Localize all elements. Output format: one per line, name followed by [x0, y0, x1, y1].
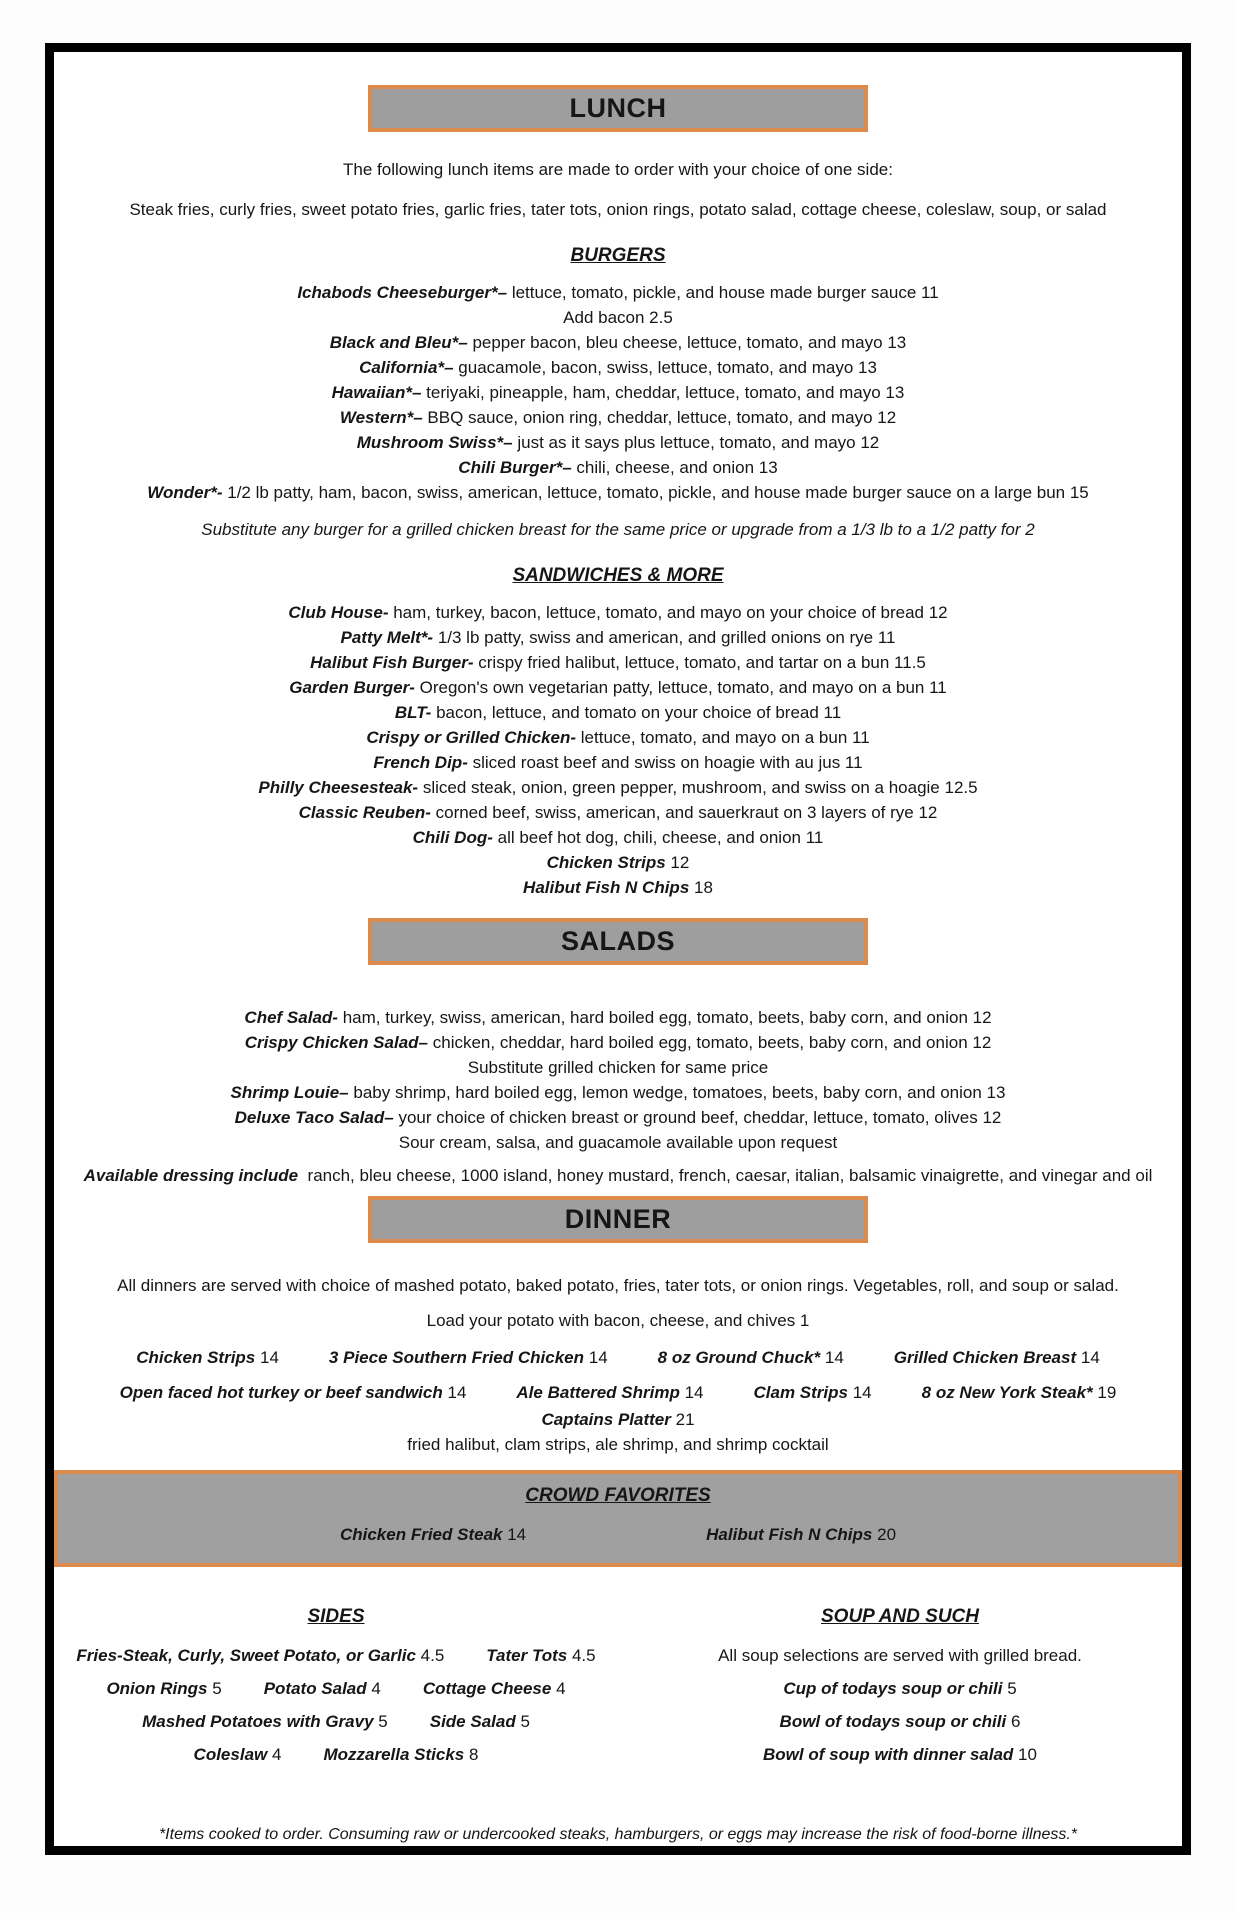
- lunch-intro-line-2: Steak fries, curly fries, sweet potato fries, garlic fries, tater tots, onion rings, potato salad, cottage cheese, coleslaw, soup, or salad: [129, 200, 1107, 219]
- dinner-item-ground-chuck: [658, 1345, 844, 1370]
- item-name: Chicken Strips: [546, 853, 666, 872]
- dinner-item-chicken-strips: [136, 1345, 279, 1370]
- crowd-item-chicken-fried-steak: [340, 1522, 526, 1547]
- item-desc: Oregon's own vegetarian patty, lettuce, tomato, and mayo on a bun 11: [419, 678, 947, 697]
- item-name: 3 Piece Southern Fried Chicken: [328, 1348, 584, 1367]
- item-name: Onion Rings: [106, 1679, 208, 1698]
- sides-column: [54, 1605, 618, 1767]
- item-price: 14: [852, 1383, 872, 1402]
- item-desc: teriyaki, pineapple, ham, cheddar, lettuce, tomato, and mayo 13: [426, 383, 905, 402]
- item-price: 5: [212, 1679, 222, 1698]
- item-name: Coleslaw: [193, 1745, 268, 1764]
- dinner-item-ale-battered-shrimp: [516, 1380, 703, 1405]
- soup-heading: SOUP AND SUCH: [821, 1606, 979, 1627]
- menu-item-philly-cheesesteak: [54, 775, 1182, 800]
- item-desc: just as it says plus lettuce, tomato, and mayo 12: [517, 433, 880, 452]
- side-item-side-salad: [430, 1709, 530, 1734]
- item-name: Chili Burger*–: [458, 458, 572, 477]
- item-name: Ichabods Cheeseburger*–: [297, 283, 508, 302]
- item-name: Captains Platter: [541, 1410, 671, 1429]
- soup-item-bowl-dinner-salad: [618, 1742, 1182, 1767]
- dinner-section-title: DINNER: [368, 1196, 868, 1243]
- item-name: Bowl of todays soup or chili: [779, 1712, 1007, 1731]
- item-name: 8 oz New York Steak*: [921, 1383, 1093, 1402]
- side-item-coleslaw: [194, 1742, 282, 1767]
- item-price: 14: [684, 1383, 704, 1402]
- captains-platter-desc: fried halibut, clam strips, ale shrimp, and shrimp cocktail: [407, 1435, 829, 1454]
- item-name: Chicken Fried Steak: [339, 1525, 503, 1544]
- item-name: Cottage Cheese: [422, 1679, 552, 1698]
- burger-substitute-note: Substitute any burger for a grilled chicken breast for the same price or upgrade from a 1/3 lb to a 1/2 patty for 2: [201, 520, 1035, 539]
- item-name: Western*–: [339, 408, 423, 427]
- item-name: Hawaiian*–: [331, 383, 422, 402]
- soup-item-bowl: [618, 1709, 1182, 1734]
- menu-item-wonder: [54, 480, 1182, 505]
- salad-condiment-note: Sour cream, salsa, and guacamole available upon request: [398, 1133, 838, 1152]
- item-desc: crispy fried halibut, lettuce, tomato, and tartar on a bun 11.5: [478, 653, 926, 672]
- menu-item-halibut-fish-n-chips-lunch: [54, 875, 1182, 900]
- item-name: Potato Salad: [263, 1679, 367, 1698]
- menu-item-club-house: [54, 600, 1182, 625]
- menu-item-black-and-bleu: [54, 330, 1182, 355]
- crowd-favorites-heading: CROWD FAVORITES: [525, 1485, 711, 1506]
- item-price: 5: [378, 1712, 388, 1731]
- menu-item-chili-burger: [54, 455, 1182, 480]
- item-price: 5: [1007, 1679, 1017, 1698]
- menu-item-classic-reuben: [54, 800, 1182, 825]
- dinner-item-new-york-steak: [922, 1380, 1117, 1405]
- item-name: Patty Melt*-: [340, 628, 434, 647]
- item-name: Clam Strips: [753, 1383, 848, 1402]
- item-price: 14: [260, 1348, 279, 1367]
- dinner-item-southern-fried-chicken: [329, 1345, 608, 1370]
- dinner-item-clam-strips: [754, 1380, 872, 1405]
- item-name: Fries-Steak, Curly, Sweet Potato, or Garlic: [76, 1646, 416, 1665]
- item-name: Classic Reuben-: [298, 803, 431, 822]
- crowd-favorites-box: [54, 1470, 1182, 1567]
- item-desc: 1/3 lb patty, swiss and american, and grilled onions on rye 11: [437, 628, 896, 647]
- item-desc: your choice of chicken breast or ground beef, cheddar, lettuce, tomato, olives 12: [398, 1108, 1002, 1127]
- menu-item-deluxe-taco-salad: [54, 1105, 1182, 1130]
- item-price: 6: [1010, 1712, 1021, 1731]
- item-name: Mashed Potatoes with Gravy: [142, 1712, 374, 1731]
- item-name: Mozzarella Sticks: [323, 1745, 465, 1764]
- item-price: 12: [670, 853, 690, 872]
- item-desc: guacamole, bacon, swiss, lettuce, tomato, and mayo 13: [458, 358, 877, 377]
- menu-item-hawaiian: [54, 380, 1182, 405]
- item-name: Club House-: [288, 603, 389, 622]
- menu-item-crispy-grilled-chicken: [54, 725, 1182, 750]
- item-price: 4: [556, 1679, 566, 1698]
- sides-row-2: [54, 1676, 618, 1701]
- soup-item-cup: [618, 1676, 1182, 1701]
- item-price: 4.5: [420, 1646, 445, 1665]
- item-desc: 1/2 lb patty, ham, bacon, swiss, american, lettuce, tomato, pickle, and house made burger sauce on a large bun 15: [227, 483, 1089, 502]
- item-desc: chili, cheese, and onion 13: [576, 458, 778, 477]
- item-name: 8 oz Ground Chuck*: [657, 1348, 821, 1367]
- lunch-section-title: LUNCH: [368, 85, 868, 132]
- lunch-intro-line-1: The following lunch items are made to order with your choice of one side:: [343, 160, 893, 179]
- item-desc: lettuce, tomato, and mayo on a bun 11: [580, 728, 870, 747]
- item-name: Bowl of soup with dinner salad: [763, 1745, 1014, 1764]
- item-name: Side Salad: [429, 1712, 516, 1731]
- item-name: Mushroom Swiss*–: [356, 433, 513, 452]
- sides-row-4: [54, 1742, 618, 1767]
- soup-intro: All soup selections are served with grilled bread.: [718, 1646, 1082, 1665]
- soup-column: [618, 1605, 1182, 1767]
- menu-item-captains-platter: [54, 1407, 1182, 1432]
- item-desc: ham, turkey, bacon, lettuce, tomato, and mayo on your choice of bread 12: [393, 603, 948, 622]
- item-desc: all beef hot dog, chili, cheese, and onion 11: [497, 828, 824, 847]
- item-name: Crispy or Grilled Chicken-: [366, 728, 577, 747]
- menu-item-blt: [54, 700, 1182, 725]
- item-name: Philly Cheesesteak-: [258, 778, 419, 797]
- potato-note: Load your potato with bacon, cheese, and chives 1: [426, 1311, 810, 1330]
- dinner-intro: All dinners are served with choice of mashed potato, baked potato, fries, tater tots, or onion rings. Vegetables, roll, and soup or salad.: [117, 1276, 1119, 1295]
- menu-item-french-dip: [54, 750, 1182, 775]
- dressing-note: [54, 1163, 1182, 1188]
- item-desc: bacon, lettuce, and tomato on your choice of bread 11: [436, 703, 842, 722]
- sides-row-1: [54, 1643, 618, 1668]
- menu-item-crispy-chicken-salad: [54, 1030, 1182, 1055]
- item-name: Black and Bleu*–: [329, 333, 468, 352]
- item-name: Halibut Fish N Chips: [523, 878, 690, 897]
- dressing-label: Available dressing include: [83, 1166, 299, 1185]
- item-price: 4.5: [571, 1646, 596, 1665]
- item-desc: corned beef, swiss, american, and sauerkraut on 3 layers of rye 12: [435, 803, 938, 822]
- item-name: Chicken Strips: [136, 1348, 256, 1367]
- item-price: 8: [468, 1745, 479, 1764]
- item-price: 21: [675, 1410, 695, 1429]
- item-price: 18: [694, 878, 713, 897]
- dressing-list: ranch, bleu cheese, 1000 island, honey mustard, french, caesar, italian, balsamic vinaigrette, and vinegar and oil: [307, 1166, 1153, 1185]
- food-safety-disclaimer: *Items cooked to order. Consuming raw or undercooked steaks, hamburgers, or eggs may increase the risk of food-borne illness.*: [158, 1826, 1078, 1843]
- sides-heading: SIDES: [307, 1606, 365, 1627]
- crowd-item-halibut-fish-n-chips: [706, 1522, 896, 1547]
- item-name: California*–: [359, 358, 454, 377]
- menu-item-western: [54, 405, 1182, 430]
- item-desc: sliced roast beef and swiss on hoagie with au jus 11: [472, 753, 863, 772]
- item-name: Open faced hot turkey or beef sandwich: [119, 1383, 443, 1402]
- item-name: French Dip-: [373, 753, 468, 772]
- item-name: Crispy Chicken Salad–: [244, 1033, 428, 1052]
- menu-item-halibut-fish-burger: [54, 650, 1182, 675]
- item-desc: pepper bacon, bleu cheese, lettuce, tomato, and mayo 13: [472, 333, 907, 352]
- side-item-tater-tots: [486, 1643, 595, 1668]
- menu-item-chef-salad: [54, 1005, 1182, 1030]
- item-price: 20: [877, 1525, 897, 1544]
- side-item-fries: [76, 1643, 444, 1668]
- item-desc: BBQ sauce, onion ring, cheddar, lettuce, tomato, and mayo 12: [427, 408, 897, 427]
- menu-item-ichabods-cheeseburger: [54, 280, 1182, 305]
- item-price: 10: [1018, 1745, 1037, 1764]
- item-price: 14: [447, 1383, 467, 1402]
- dinner-row-2: [54, 1380, 1182, 1405]
- item-name: Shrimp Louie–: [230, 1083, 349, 1102]
- item-price: 14: [1080, 1348, 1100, 1367]
- item-name: Garden Burger-: [289, 678, 415, 697]
- menu-item-shrimp-louie: [54, 1080, 1182, 1105]
- item-name: Halibut Fish N Chips: [706, 1525, 873, 1544]
- item-price: 4: [371, 1679, 381, 1698]
- salad-substitute-note: Substitute grilled chicken for same price: [467, 1058, 769, 1077]
- item-name: Cup of todays soup or chili: [783, 1679, 1003, 1698]
- menu-item-garden-burger: [54, 675, 1182, 700]
- item-name: Chef Salad-: [244, 1008, 338, 1027]
- menu-item-chicken-strips-lunch: [54, 850, 1182, 875]
- item-price: 19: [1097, 1383, 1117, 1402]
- bottom-columns: [54, 1605, 1182, 1767]
- menu-item-california: [54, 355, 1182, 380]
- item-name: Chili Dog-: [412, 828, 493, 847]
- item-price: 14: [507, 1525, 527, 1544]
- menu-item-mushroom-swiss: [54, 430, 1182, 455]
- menu-item-chili-dog: [54, 825, 1182, 850]
- item-name: Tater Tots: [486, 1646, 568, 1665]
- item-name: Grilled Chicken Breast: [893, 1348, 1077, 1367]
- side-item-potato-salad: [264, 1676, 381, 1701]
- sides-row-3: [54, 1709, 618, 1734]
- burgers-heading: BURGERS: [570, 245, 666, 266]
- side-item-mashed-potatoes: [142, 1709, 388, 1734]
- item-desc: sliced steak, onion, green pepper, mushroom, and swiss on a hoagie 12.5: [422, 778, 978, 797]
- dinner-row-1: [54, 1345, 1182, 1370]
- side-item-mozzarella-sticks: [323, 1742, 478, 1767]
- item-price: 5: [520, 1712, 530, 1731]
- crowd-favorites-items: [58, 1522, 1178, 1547]
- item-price: 4: [271, 1745, 282, 1764]
- item-desc: lettuce, tomato, pickle, and house made burger sauce 11: [511, 283, 939, 302]
- dinner-item-open-faced-sandwich: [120, 1380, 467, 1405]
- side-item-cottage-cheese: [423, 1676, 566, 1701]
- item-name: BLT-: [394, 703, 432, 722]
- item-price: 14: [588, 1348, 608, 1367]
- item-name: Wonder*-: [147, 483, 223, 502]
- item-desc: chicken, cheddar, hard boiled egg, tomato, beets, baby corn, and onion 12: [432, 1033, 992, 1052]
- item-name: Ale Battered Shrimp: [516, 1383, 680, 1402]
- menu-page-frame: [45, 43, 1191, 1855]
- item-name: Halibut Fish Burger-: [310, 653, 474, 672]
- dinner-item-grilled-chicken-breast: [894, 1345, 1100, 1370]
- item-desc: baby shrimp, hard boiled egg, lemon wedge, tomatoes, beets, baby corn, and onion 13: [353, 1083, 1006, 1102]
- item-price: 14: [824, 1348, 844, 1367]
- add-bacon-note: Add bacon 2.5: [563, 308, 673, 327]
- item-desc: ham, turkey, swiss, american, hard boiled egg, tomato, beets, baby corn, and onion 12: [342, 1008, 992, 1027]
- menu-item-patty-melt: [54, 625, 1182, 650]
- side-item-onion-rings: [106, 1676, 221, 1701]
- salads-section-title: SALADS: [368, 918, 868, 965]
- sandwiches-heading: SANDWICHES & MORE: [512, 565, 724, 586]
- item-name: Deluxe Taco Salad–: [234, 1108, 394, 1127]
